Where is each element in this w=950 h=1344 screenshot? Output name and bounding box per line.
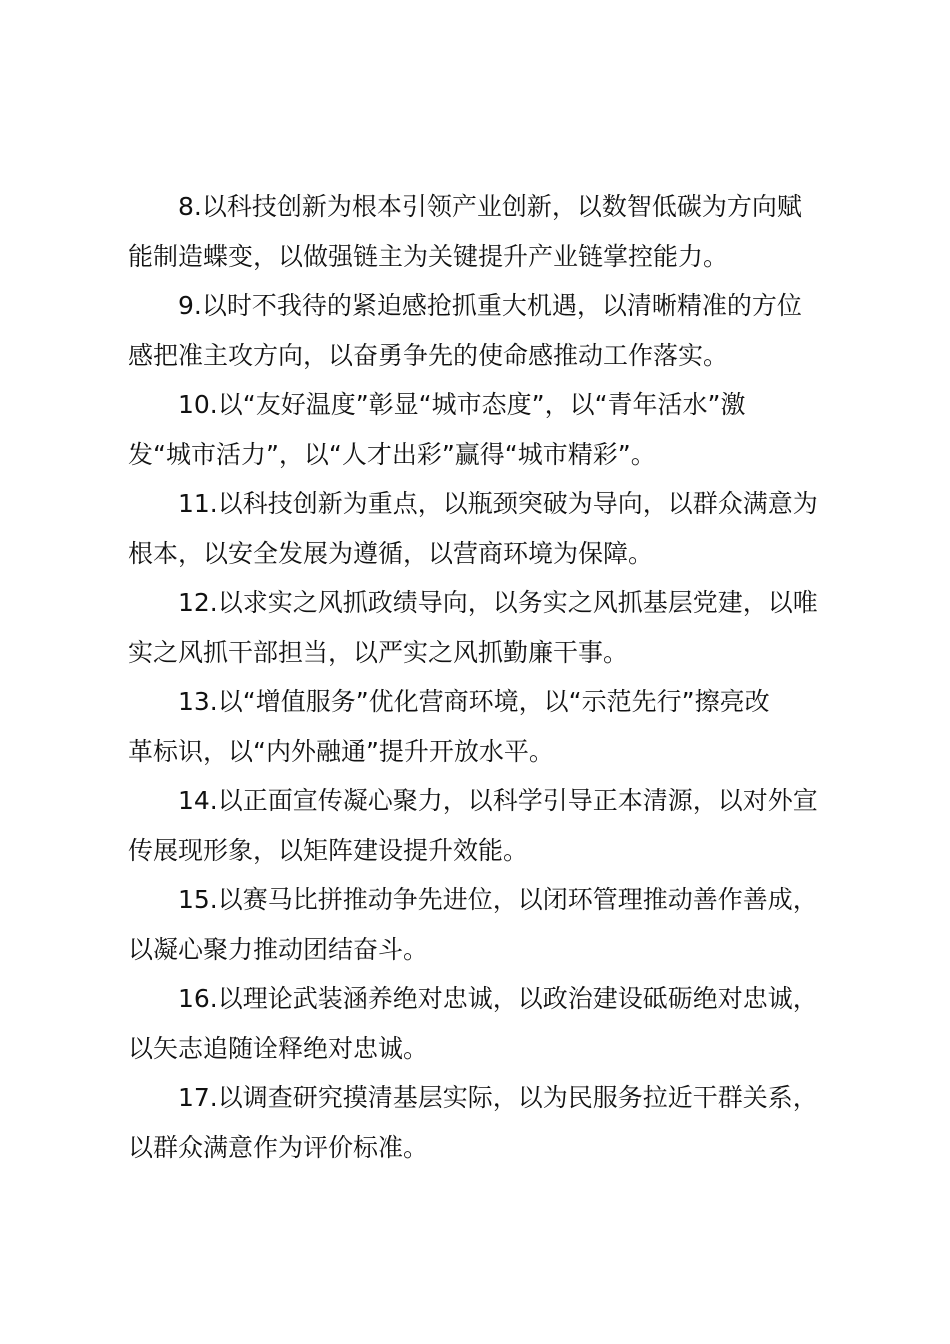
paragraph-line: 发“城市活力”，以“人才出彩”赢得“城市精彩”。 <box>128 439 656 469</box>
paragraph-line: 9.以时不我待的紧迫感抢抓重大机遇，以清晰精准的方位 <box>178 291 802 320</box>
paragraph-line: 以凝心聚力推动团结奋斗。 <box>128 934 429 964</box>
paragraph-8 <box>128 182 838 281</box>
paragraph-9 <box>128 281 838 380</box>
paragraph-line: 8.以科技创新为根本引领产业创新，以数智低碳为方向赋 <box>178 192 802 221</box>
paragraph-line: 以矢志追随诠释绝对忠诚。 <box>128 1033 429 1063</box>
paragraph-line: 感把准主攻方向，以奋勇争先的使命感推动工作落实。 <box>128 340 729 370</box>
paragraph-line: 10.以“友好温度”彰显“城市态度”，以“青年活水”激 <box>178 390 746 419</box>
paragraph-12 <box>128 578 838 677</box>
paragraph-line: 实之风抓干部担当，以严实之风抓勤廉干事。 <box>128 637 629 667</box>
paragraph-15 <box>128 875 838 974</box>
paragraph-16 <box>128 974 838 1073</box>
paragraph-11 <box>128 479 838 578</box>
document-body <box>128 182 838 1172</box>
paragraph-line: 12.以求实之风抓政绩导向，以务实之风抓基层党建，以唯 <box>178 588 818 617</box>
paragraph-17 <box>128 1073 838 1172</box>
paragraph-13 <box>128 677 838 776</box>
paragraph-line: 14.以正面宣传凝心聚力，以科学引导正本清源，以对外宣 <box>178 786 818 815</box>
paragraph-line: 13.以“增值服务”优化营商环境，以“示范先行”擦亮改 <box>178 687 770 716</box>
paragraph-line: 16.以理论武装涵养绝对忠诚，以政治建设砥砺绝对忠诚， <box>178 984 818 1013</box>
paragraph-line: 能制造蝶变，以做强链主为关键提升产业链掌控能力。 <box>128 241 729 271</box>
paragraph-line: 17.以调查研究摸清基层实际，以为民服务拉近干群关系， <box>178 1083 818 1112</box>
paragraph-line: 根本，以安全发展为遵循，以营商环境为保障。 <box>128 538 654 568</box>
paragraph-14 <box>128 776 838 875</box>
paragraph-10 <box>128 380 838 479</box>
paragraph-line: 15.以赛马比拼推动争先进位，以闭环管理推动善作善成， <box>178 885 818 914</box>
paragraph-line: 传展现形象，以矩阵建设提升效能。 <box>128 835 529 865</box>
paragraph-line: 11.以科技创新为重点，以瓶颈突破为导向，以群众满意为 <box>178 489 818 518</box>
paragraph-line: 革标识，以“内外融通”提升开放水平。 <box>128 736 554 766</box>
paragraph-line: 以群众满意作为评价标准。 <box>128 1132 429 1162</box>
